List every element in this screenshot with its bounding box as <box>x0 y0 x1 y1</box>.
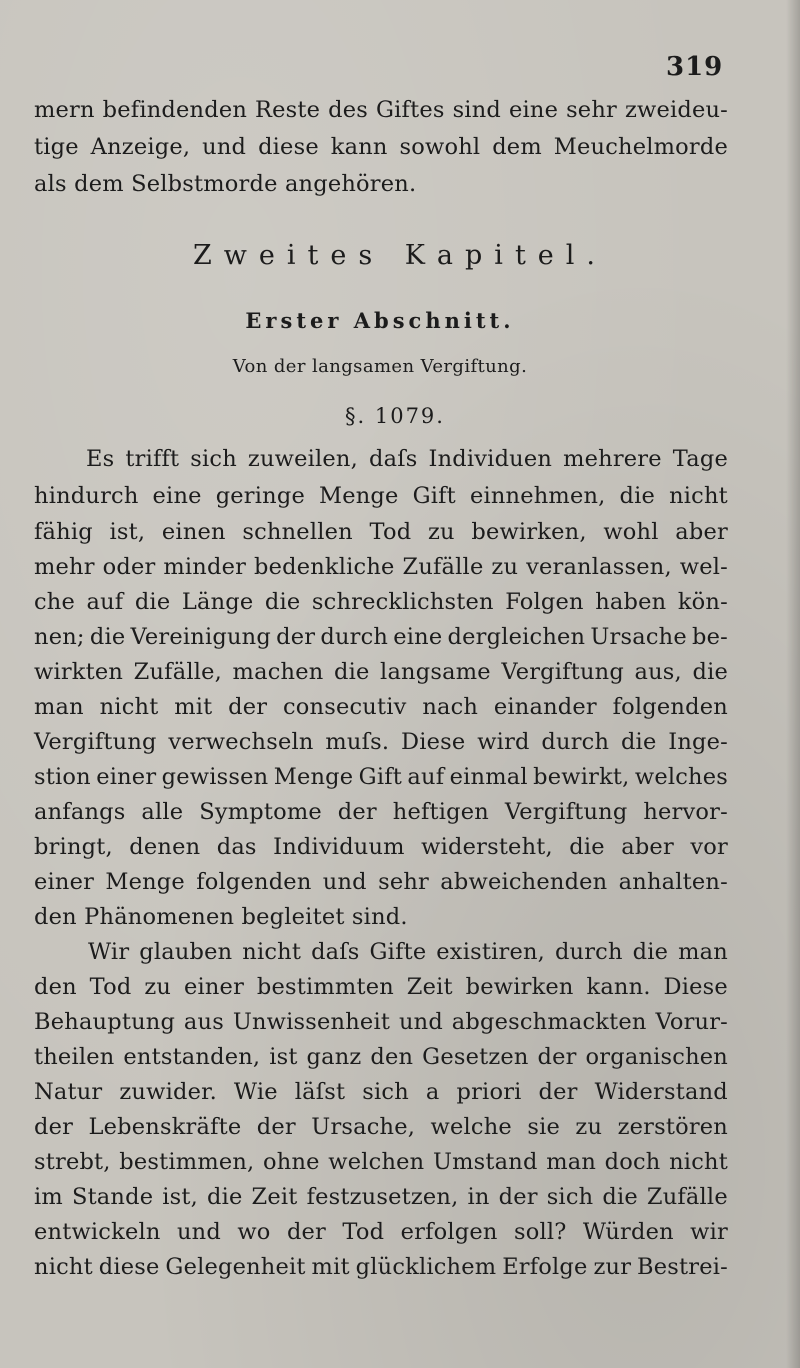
word: sich <box>362 1079 409 1105</box>
word: die <box>692 659 728 685</box>
word: wo <box>237 1219 271 1245</box>
word: Behauptung <box>34 1009 176 1035</box>
word: die <box>632 939 669 965</box>
text-line <box>34 623 728 651</box>
word: Gift <box>412 483 456 509</box>
word: abgeschmackten <box>451 1009 647 1035</box>
word: Gift <box>358 764 403 790</box>
word: folgenden <box>612 694 728 720</box>
word: der <box>498 1184 538 1210</box>
word: machen <box>232 659 324 685</box>
word: zuwider. <box>119 1079 217 1105</box>
text-line <box>34 1043 728 1071</box>
word: soll? <box>513 1219 567 1245</box>
word: welche <box>430 1114 512 1140</box>
word: Würden <box>582 1219 674 1245</box>
word: nach <box>422 694 479 720</box>
word: wirkten <box>34 659 124 685</box>
word: Reste <box>255 97 321 123</box>
word: im <box>34 1184 63 1210</box>
word: bedenkliche <box>254 554 395 580</box>
word: läſst <box>294 1079 346 1105</box>
word: zur <box>593 1254 632 1280</box>
word: Erfolge <box>502 1254 588 1280</box>
word: des <box>328 97 369 123</box>
word: zu <box>491 554 519 580</box>
word: Menge <box>273 764 354 790</box>
page-number: 319 <box>666 52 724 82</box>
word: dem <box>492 134 542 160</box>
word: Wie <box>233 1079 278 1105</box>
word: priori <box>456 1079 522 1105</box>
text-line <box>34 1148 728 1176</box>
text-line <box>86 445 728 473</box>
word: die <box>134 589 171 615</box>
word: bestimmten <box>256 974 394 1000</box>
word: die <box>569 834 605 860</box>
word: daſs <box>368 446 418 472</box>
page-edge-shadow <box>786 0 800 1368</box>
word: Menge <box>105 869 185 895</box>
chapter-title: Zweites Kapitel. <box>193 240 607 271</box>
word: der <box>276 624 316 650</box>
word: durch <box>554 939 623 965</box>
text-line <box>34 693 728 721</box>
word: Zufälle, <box>133 659 222 685</box>
word: zu <box>427 519 455 545</box>
word: nen; <box>34 624 85 650</box>
word: verwechseln <box>168 729 314 755</box>
word: glücklichem <box>355 1254 497 1280</box>
word: heftigen <box>392 799 489 825</box>
word: zu <box>144 974 172 1000</box>
word: schrecklichsten <box>311 589 494 615</box>
word: diese <box>98 1254 160 1280</box>
word: die <box>620 729 657 755</box>
text-line <box>34 973 728 1001</box>
word: nicht <box>669 483 728 509</box>
text-line: als dem Selbstmorde angehören. <box>34 171 417 197</box>
text-line <box>34 553 728 581</box>
text-line <box>34 482 728 510</box>
word: Vorur- <box>655 1009 728 1035</box>
word: welchen <box>328 1149 425 1175</box>
word: Tod <box>89 974 132 1000</box>
word: vor <box>690 834 728 860</box>
word: Anzeige, <box>90 134 191 160</box>
text-line <box>34 763 728 791</box>
word: aber <box>675 519 728 545</box>
word: Ursache, <box>311 1114 416 1140</box>
word: aus, <box>634 659 682 685</box>
text-line <box>34 588 728 616</box>
text-line <box>34 1253 728 1281</box>
text-line <box>34 518 728 546</box>
word: zerstören <box>617 1114 728 1140</box>
word: bewirken, <box>471 519 587 545</box>
word: mit <box>174 694 213 720</box>
word: ist, <box>109 519 146 545</box>
word: trifft <box>125 446 180 472</box>
word: muſs. <box>325 729 390 755</box>
word: ist, <box>162 1184 198 1210</box>
word: man <box>678 939 728 965</box>
word: Umstand <box>432 1149 538 1175</box>
word: geringe <box>215 483 305 509</box>
word: den <box>34 974 77 1000</box>
word: Lebenskräfte <box>88 1114 242 1140</box>
word: den <box>370 1044 414 1070</box>
word: festzusetzen, <box>306 1184 459 1210</box>
word: Giftes <box>375 97 445 123</box>
word: dergleichen <box>447 624 586 650</box>
word: Länge <box>181 589 254 615</box>
word: sich <box>190 446 237 472</box>
word: bewirken <box>465 974 574 1000</box>
word: Tod <box>342 1219 385 1245</box>
word: zweideu- <box>624 97 728 123</box>
word: Diese <box>401 729 466 755</box>
word: Individuen <box>428 446 553 472</box>
word: und <box>322 869 367 895</box>
word: sie <box>527 1114 560 1140</box>
word: Folgen <box>505 589 584 615</box>
word: strebt, <box>34 1149 111 1175</box>
word: wohl <box>603 519 659 545</box>
word: man <box>546 1149 597 1175</box>
word: anhalten- <box>618 869 728 895</box>
word: nicht <box>99 694 159 720</box>
text-line <box>34 833 728 861</box>
word: bewirkt, <box>533 764 630 790</box>
word: abweichenden <box>440 869 608 895</box>
word: hervor- <box>643 799 728 825</box>
text-line: den Phänomenen begleitet sind. <box>34 904 408 930</box>
word: gewissen <box>161 764 269 790</box>
word: Zeit <box>251 1184 298 1210</box>
word: glauben <box>139 939 233 965</box>
word: tige <box>34 134 79 160</box>
word: sind <box>452 97 501 123</box>
word: Menge <box>318 483 399 509</box>
word: anfangs <box>34 799 126 825</box>
word: daſs <box>311 939 360 965</box>
paragraph-number: §. 1079. <box>345 404 445 428</box>
word: der <box>537 1044 577 1070</box>
word: be- <box>692 624 728 650</box>
word: Zeit <box>406 974 453 1000</box>
word: kann. <box>586 974 651 1000</box>
word: Inge- <box>668 729 728 755</box>
word: der <box>538 1079 578 1105</box>
word: sowohl <box>399 134 481 160</box>
word: folgenden <box>196 869 312 895</box>
word: entstanden, <box>123 1044 261 1070</box>
word: hindurch <box>34 483 139 509</box>
word: in <box>467 1184 490 1210</box>
word: Unwissenheit <box>232 1009 391 1035</box>
text-line <box>34 798 728 826</box>
word: der <box>34 1114 74 1140</box>
word: Vergiftung <box>504 799 628 825</box>
text-line <box>34 728 728 756</box>
word: einander <box>493 694 597 720</box>
word: zu <box>575 1114 603 1140</box>
word: mit <box>311 1254 350 1280</box>
word: alle <box>141 799 184 825</box>
word: nicht <box>242 939 302 965</box>
word: eine <box>152 483 202 509</box>
word: durch <box>541 729 610 755</box>
word: die <box>602 1184 638 1210</box>
word: nicht <box>669 1149 728 1175</box>
word: veranlassen, <box>526 554 672 580</box>
word: Tod <box>369 519 412 545</box>
word: kann <box>330 134 388 160</box>
text-line <box>34 868 728 896</box>
word: denen <box>129 834 201 860</box>
word: Bestrei- <box>637 1254 728 1280</box>
word: haben <box>595 589 667 615</box>
word: die <box>89 624 126 650</box>
word: minder <box>163 554 247 580</box>
word: Zufälle <box>402 554 484 580</box>
word: theilen <box>34 1044 115 1070</box>
word: Natur <box>34 1079 103 1105</box>
word: befindenden <box>102 97 248 123</box>
word: entwickeln <box>34 1219 161 1245</box>
word: organischen <box>585 1044 728 1070</box>
word: bringt, <box>34 834 113 860</box>
word: diese <box>258 134 319 160</box>
word: der <box>256 1114 296 1140</box>
word: nicht <box>34 1254 93 1280</box>
word: ist <box>269 1044 298 1070</box>
word: sich <box>546 1184 594 1210</box>
word: Meuchelmorde <box>553 134 728 160</box>
word: ohne <box>263 1149 320 1175</box>
text-line <box>34 1183 728 1211</box>
word: Es <box>86 446 115 472</box>
word: doch <box>604 1149 661 1175</box>
word: Gifte <box>369 939 427 965</box>
word: und <box>398 1009 443 1035</box>
word: die <box>619 483 656 509</box>
word: wel- <box>679 554 728 580</box>
word: und <box>202 134 247 160</box>
text-line <box>34 1113 728 1141</box>
word: Individuum <box>273 834 405 860</box>
word: welches <box>634 764 728 790</box>
word: langsame <box>380 659 491 685</box>
word: Stande <box>71 1184 154 1210</box>
text-line <box>34 658 728 686</box>
word: einen <box>161 519 226 545</box>
word: aus <box>183 1009 224 1035</box>
word: Vereinigung <box>130 624 271 650</box>
word: fähig <box>34 519 93 545</box>
word: kön- <box>677 589 728 615</box>
word: wir <box>690 1219 728 1245</box>
word: Widerstand <box>594 1079 728 1105</box>
word: existiren, <box>436 939 545 965</box>
word: Wir <box>88 939 130 965</box>
word: widersteht, <box>421 834 553 860</box>
word: mehrere <box>563 446 662 472</box>
text-line <box>34 133 728 161</box>
word: eine <box>393 624 443 650</box>
section-subtitle: Von der langsamen Vergiftung. <box>232 356 528 377</box>
word: Symptome <box>199 799 322 825</box>
word: a <box>425 1079 440 1105</box>
word: bestimmen, <box>119 1149 255 1175</box>
text-line <box>34 1008 728 1036</box>
word: wird <box>477 729 530 755</box>
word: Vergiftung <box>501 659 624 685</box>
word: durch <box>320 624 389 650</box>
text-line <box>34 1218 728 1246</box>
word: das <box>216 834 257 860</box>
section-title: Erster Abschnitt. <box>245 308 515 333</box>
word: eine <box>508 97 559 123</box>
word: einer <box>34 869 95 895</box>
word: aber <box>621 834 674 860</box>
word: Gesetzen <box>422 1044 529 1070</box>
word: die <box>264 589 301 615</box>
word: ganz <box>306 1044 362 1070</box>
word: Tage <box>672 446 728 472</box>
word: che <box>34 589 76 615</box>
word: Diese <box>663 974 728 1000</box>
word: erfolgen <box>400 1219 498 1245</box>
word: Zufälle <box>646 1184 728 1210</box>
word: man <box>34 694 84 720</box>
word: mehr <box>34 554 95 580</box>
word: stion <box>34 764 91 790</box>
word: der <box>228 694 268 720</box>
word: und <box>176 1219 221 1245</box>
word: einmal <box>449 764 528 790</box>
word: consecutiv <box>283 694 407 720</box>
word: auf <box>407 764 445 790</box>
word: einnehmen, <box>469 483 606 509</box>
word: die <box>333 659 370 685</box>
text-line <box>88 938 728 966</box>
text-line <box>34 1078 728 1106</box>
word: die <box>207 1184 243 1210</box>
word: sehr <box>378 869 429 895</box>
word: oder <box>102 554 156 580</box>
word: einer <box>96 764 157 790</box>
word: der <box>337 799 377 825</box>
word: einer <box>183 974 245 1000</box>
word: mern <box>34 97 95 123</box>
word: auf <box>86 589 124 615</box>
word: schnellen <box>242 519 353 545</box>
word: der <box>286 1219 327 1245</box>
word: Ursache <box>590 624 687 650</box>
text-line <box>34 96 728 124</box>
word: zuweilen, <box>247 446 358 472</box>
word: sehr <box>566 97 617 123</box>
word: Vergiftung <box>34 729 157 755</box>
word: Gelegenheit <box>165 1254 306 1280</box>
